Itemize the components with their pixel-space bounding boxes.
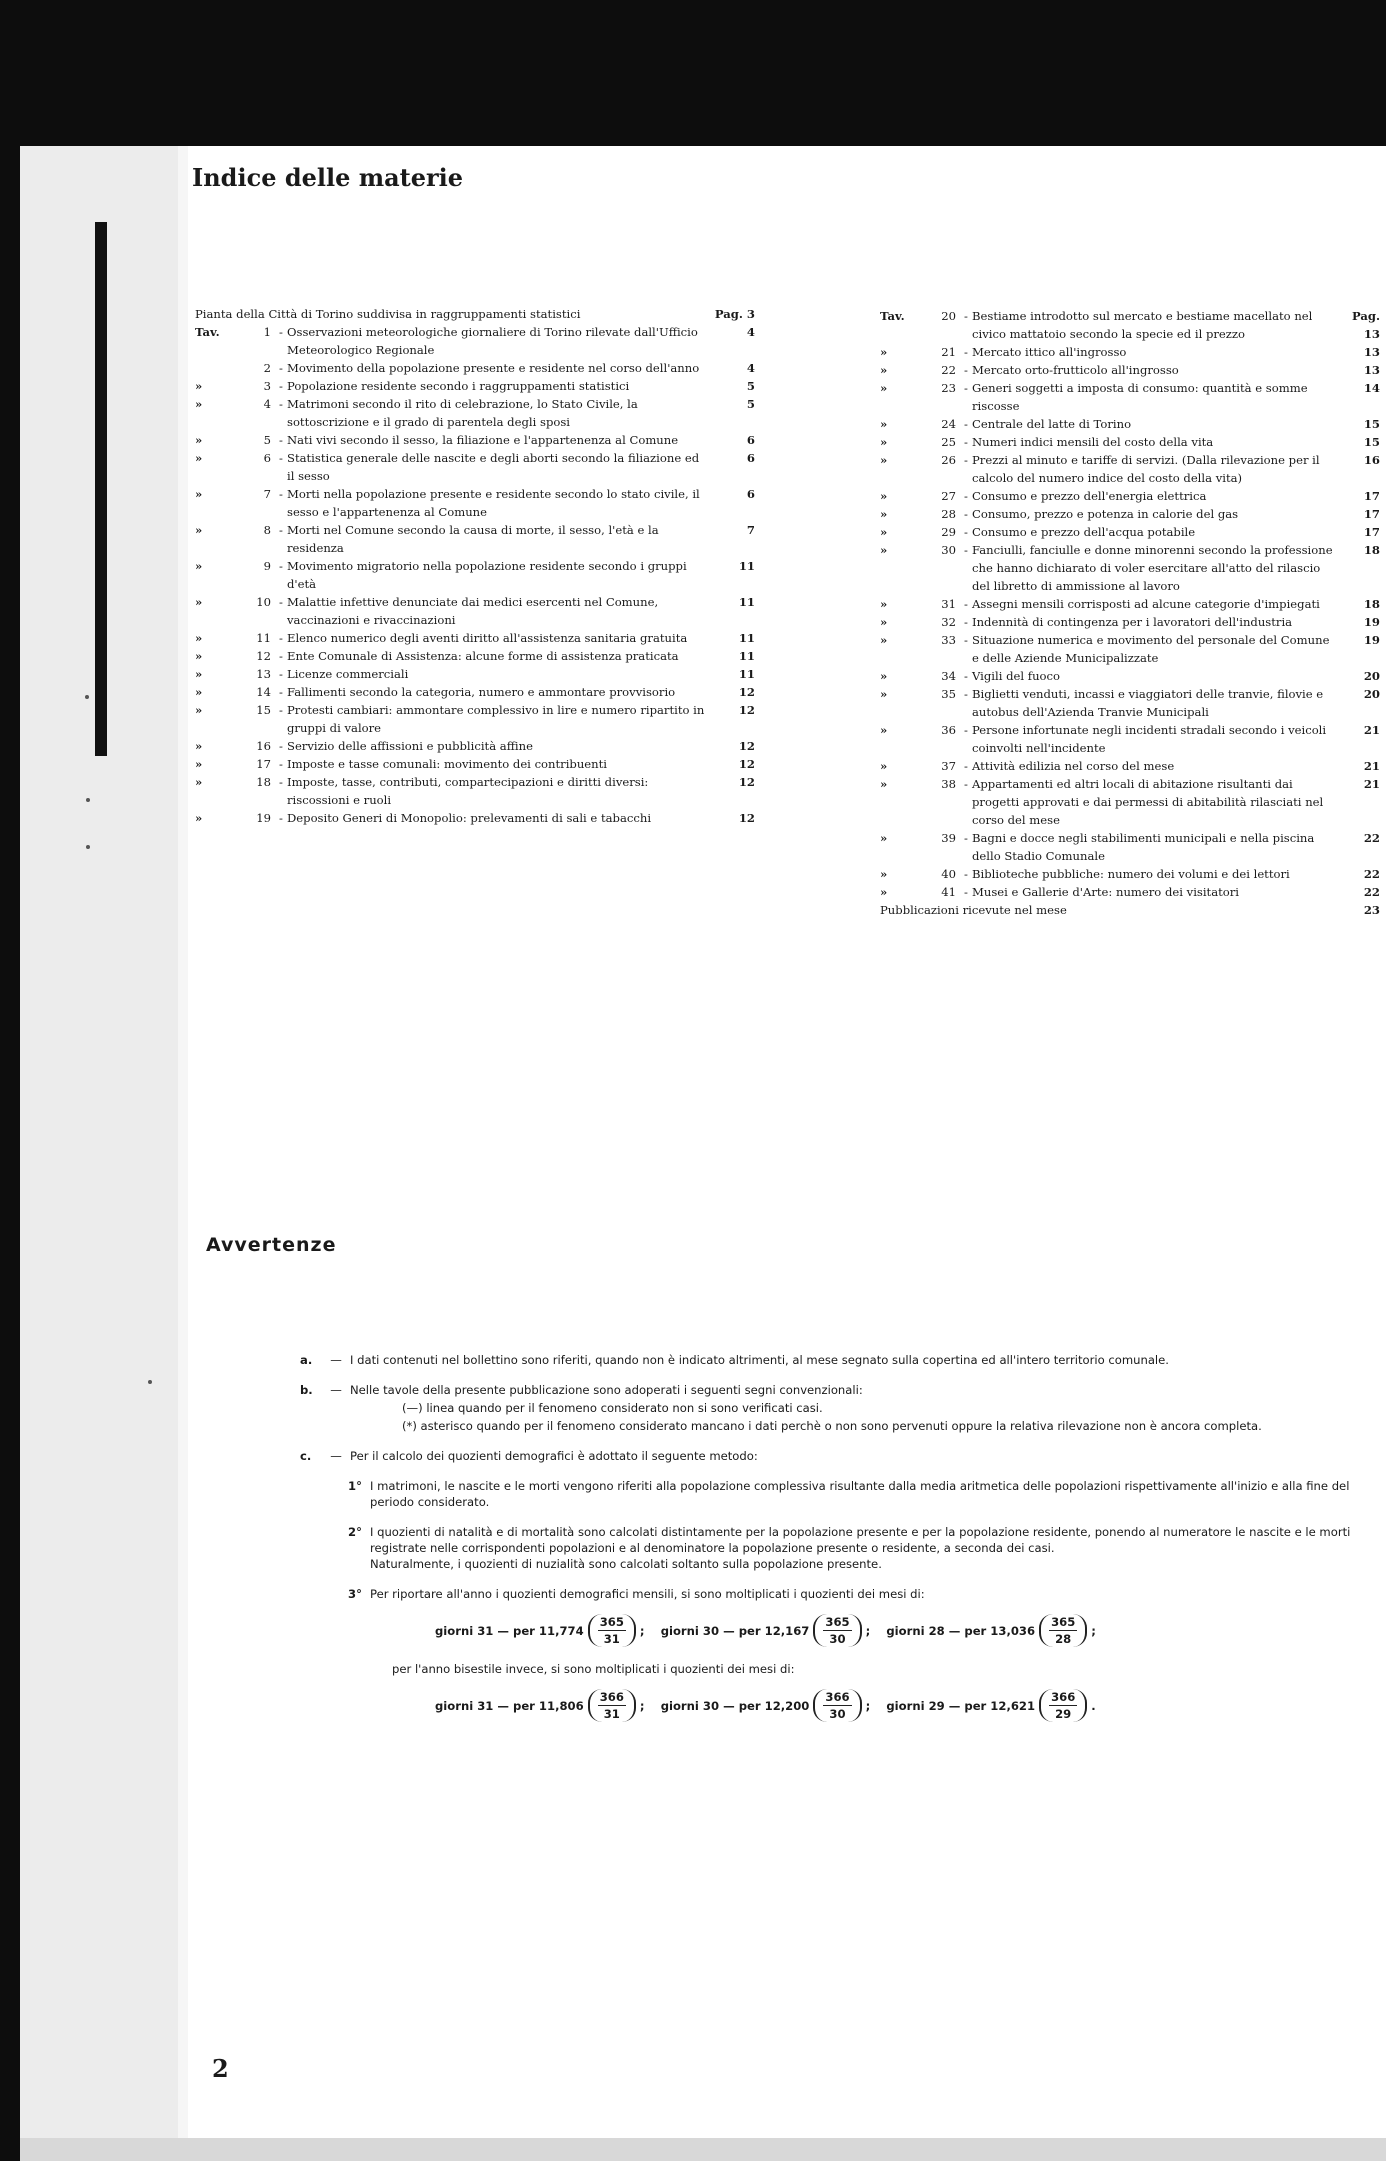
toc-entry: » 38 - Appartamenti ed altri locali di abitazione risultanti dai progetti approvati e dai permessi di abitabilità rilasciati nel corso del mese 21 xyxy=(880,777,1380,827)
toc-entry: » 10 - Malattie infettive denunciate dai medici esercenti nel Comune, vaccinazioni e rivaccinazioni 11 xyxy=(195,595,755,627)
toc-table-number: 14 xyxy=(256,685,271,699)
toc-table-number: 1 xyxy=(263,325,271,339)
toc-table-number: 16 xyxy=(256,739,271,753)
toc-table-number: 39 xyxy=(941,831,956,845)
toc-page: Pag. 13 xyxy=(1351,309,1380,341)
scan-speck xyxy=(86,798,90,802)
toc-page: 21 xyxy=(1363,777,1380,791)
toc-prefix: » xyxy=(880,507,888,521)
toc-page: 12 xyxy=(738,757,755,771)
scan-speck xyxy=(85,695,89,699)
toc-page: 17 xyxy=(1363,525,1380,539)
toc-page: 6 xyxy=(746,433,755,447)
toc-title: Biblioteche pubbliche: numero dei volumi e dei lettori xyxy=(972,867,1290,881)
toc-left-column xyxy=(195,305,755,827)
method-2: 2° I quozienti di natalità e di mortalità sono calcolati distintamente per la popolazione presente e per la popolazione residente, ponendo al numeratore le nascite e le morti registrate nelle corrispondenti popolazioni e al denominatore la popolazione presente o residente, a seconda dei casi. Naturalmente, i quozienti di nuzialità sono calcolati soltanto sulla popolazione presente. xyxy=(348,1525,1351,1571)
toc-table-number: 7 xyxy=(263,487,271,501)
toc-title: Pianta della Città di Torino suddivisa in raggruppamenti statistici xyxy=(195,307,581,321)
toc-table-number: 6 xyxy=(263,451,271,465)
toc-title: Matrimoni secondo il rito di celebrazione, lo Stato Civile, la sottoscrizione e il grado di parentela degli sposi xyxy=(287,397,638,429)
toc-page: 17 xyxy=(1363,507,1380,521)
page-edge-shadow-inner xyxy=(178,146,188,2138)
toc-table-number: 30 xyxy=(941,543,956,557)
toc-prefix: » xyxy=(195,685,203,699)
formula-common-year: giorni 31 — per 11,774 $\frac{365}{31}$ ; giorni 30 — per 12,167 $\frac{365}{30}$ ; giorni 28 — per 13,036 $\frac{365}{28}$ ; xyxy=(435,1615,1096,1646)
toc-page: 19 xyxy=(1363,633,1380,647)
toc-title: Osservazioni meteorologiche giornaliere di Torino rilevate dall'Ufficio Meteorologico Regionale xyxy=(287,325,698,357)
toc-table-number: 37 xyxy=(941,759,956,773)
toc-prefix: » xyxy=(880,381,888,395)
toc-title: Deposito Generi di Monopolio: prelevamenti di sali e tabacchi xyxy=(287,811,652,825)
formula-fraction: $\frac{365}{28}$ xyxy=(1039,1614,1087,1647)
toc-table-number: 5 xyxy=(263,433,271,447)
toc-table-number: 41 xyxy=(941,885,956,899)
toc-title: Mercato orto-frutticolo all'ingrosso xyxy=(972,363,1179,377)
toc-entry: » 16 - Servizio delle affissioni e pubblicità affine 12 xyxy=(195,739,755,753)
formula-term: giorni 29 — per 12,621 xyxy=(886,1698,1036,1713)
toc-title: Servizio delle affissioni e pubblicità affine xyxy=(287,739,533,753)
toc-title: Assegni mensili corrisposti ad alcune categorie d'impiegati xyxy=(972,597,1320,611)
toc-page: 6 xyxy=(746,487,755,501)
toc-entry: » 41 - Musei e Gallerie d'Arte: numero dei visitatori 22 xyxy=(880,885,1380,899)
toc-title: Ente Comunale di Assistenza: alcune forme di assistenza praticata xyxy=(287,649,679,663)
toc-prefix: » xyxy=(195,595,203,609)
toc-page: 20 xyxy=(1363,669,1380,683)
toc-page: 11 xyxy=(738,559,755,573)
toc-prefix: » xyxy=(880,489,888,503)
toc-entry: » 8 - Morti nel Comune secondo la causa di morte, il sesso, l'età e la residenza 7 xyxy=(195,523,755,555)
toc-prefix: » xyxy=(195,397,203,411)
toc-page: 7 xyxy=(746,523,755,537)
note-c-text: Per il calcolo dei quozienti demografici è adottato il seguente metodo: xyxy=(350,1449,758,1463)
toc-prefix: » xyxy=(880,363,888,377)
toc-entry: Tav. 1 - Osservazioni meteorologiche giornaliere di Torino rilevate dall'Ufficio Meteorologico Regionale 4 xyxy=(195,325,755,357)
formula-term: giorni 31 — per 11,774 xyxy=(435,1623,584,1638)
toc-entry: » 25 - Numeri indici mensili del costo della vita 15 xyxy=(880,435,1380,449)
toc-title: Morti nel Comune secondo la causa di morte, il sesso, l'età e la residenza xyxy=(287,523,659,555)
scan-bottom-border xyxy=(20,2138,1386,2161)
toc-page: 4 xyxy=(746,361,755,375)
toc-prefix: » xyxy=(880,543,888,557)
toc-table-number: 13 xyxy=(256,667,271,681)
toc-table-number: 25 xyxy=(941,435,956,449)
toc-entry: » 39 - Bagni e docce negli stabilimenti municipali e nella piscina dello Stadio Comunale 22 xyxy=(880,831,1380,863)
toc-page: 14 xyxy=(1363,381,1380,395)
toc-entry: » 36 - Persone infortunate negli incidenti stradali secondo i veicoli coinvolti nell'incidente 21 xyxy=(880,723,1380,755)
toc-prefix: » xyxy=(195,631,203,645)
toc-prefix: » xyxy=(195,487,203,501)
toc-prefix: » xyxy=(195,433,203,447)
toc-table-number: 29 xyxy=(941,525,956,539)
toc-entry: » 29 - Consumo e prezzo dell'acqua potabile 17 xyxy=(880,525,1380,539)
toc-table-number: 21 xyxy=(941,345,956,359)
toc-page: 5 xyxy=(746,397,755,411)
toc-prefix: » xyxy=(880,417,888,431)
toc-title: Persone infortunate negli incidenti stradali secondo i veicoli coinvolti nell'incidente xyxy=(972,723,1327,755)
toc-prefix: » xyxy=(195,523,203,537)
toc-table-number: 23 xyxy=(941,381,956,395)
toc-title: Numeri indici mensili del costo della vita xyxy=(972,435,1214,449)
toc-title: Consumo e prezzo dell'acqua potabile xyxy=(972,525,1196,539)
binding-strip xyxy=(95,222,107,756)
scan-speck xyxy=(86,845,90,849)
formula-leap-year: giorni 31 — per 11,806 $\frac{366}{31}$ ; giorni 30 — per 12,200 $\frac{366}{30}$ ; giorni 29 — per 12,621 $\frac{366}{29}$ . xyxy=(435,1690,1096,1721)
toc-title: Licenze commerciali xyxy=(287,667,409,681)
toc-entry: » 33 - Situazione numerica e movimento del personale del Comune e delle Aziende Municipalizzate 19 xyxy=(880,633,1380,665)
toc-prefix: » xyxy=(880,435,888,449)
toc-table-number: 27 xyxy=(941,489,956,503)
toc-prefix: » xyxy=(880,615,888,629)
toc-table-number: 28 xyxy=(941,507,956,521)
toc-prefix: » xyxy=(880,867,888,881)
toc-prefix: » xyxy=(195,757,203,771)
toc-table-number: 36 xyxy=(941,723,956,737)
formula-fraction: $\frac{365}{30}$ xyxy=(813,1614,861,1647)
toc-table-number: 32 xyxy=(941,615,956,629)
note-b: b. — Nelle tavole della presente pubblicazione sono adoperati i seguenti segni convenzionali: (—) linea quando per il fenomeno considerato non si sono verificati casi. (*) asterisco quando per il fenomeno considerato mancano i dati perchè o non sono pervenuti oppure la relativa rilevazione non è ancora completa. xyxy=(300,1382,1360,1434)
toc-entry: » 14 - Fallimenti secondo la categoria, numero e ammontare provvisorio 12 xyxy=(195,685,755,699)
toc-title: Movimento della popolazione presente e residente nel corso dell'anno xyxy=(287,361,700,375)
note-b-item: (—) linea quando per il fenomeno considerato non si sono verificati casi. xyxy=(402,1401,823,1415)
note-a-text: I dati contenuti nel bollettino sono riferiti, quando non è indicato altrimenti, al mese segnato sulla copertina ed all'intero territorio comunale. xyxy=(350,1353,1169,1367)
toc-page: 22 xyxy=(1363,831,1380,845)
toc-entry: » 6 - Statistica generale delle nascite e degli aborti secondo la filiazione ed il sesso 6 xyxy=(195,451,755,483)
toc-table-number: 9 xyxy=(263,559,271,573)
toc-prefix: » xyxy=(880,831,888,845)
toc-table-number: 4 xyxy=(263,397,271,411)
scan-speck xyxy=(148,1380,152,1384)
toc-entry: » 27 - Consumo e prezzo dell'energia elettrica 17 xyxy=(880,489,1380,503)
toc-page: 12 xyxy=(738,775,755,789)
toc-table-number: 24 xyxy=(941,417,956,431)
toc-title: Fanciulli, fanciulle e donne minorenni secondo la professione che hanno dichiarato di voler esercitare all'atto del rilascio del libretto di ammissione al lavoro xyxy=(972,543,1333,593)
toc-title: Mercato ittico all'ingrosso xyxy=(972,345,1127,359)
toc-page: 11 xyxy=(738,667,755,681)
toc-prefix: » xyxy=(880,453,888,467)
toc-title: Elenco numerico degli aventi diritto all'assistenza sanitaria gratuita xyxy=(287,631,688,645)
toc-prefix: » xyxy=(880,597,888,611)
leap-year-text: per l'anno bisestile invece, si sono moltiplicati i quozienti dei mesi di: xyxy=(392,1662,795,1676)
toc-table-number: 2 xyxy=(263,361,271,375)
note-b-text: Nelle tavole della presente pubblicazione sono adoperati i seguenti segni convenzionali: xyxy=(350,1383,863,1397)
toc-entry: » 18 - Imposte, tasse, contributi, compartecipazioni e diritti diversi: riscossioni e ruoli 12 xyxy=(195,775,755,807)
toc-page: 12 xyxy=(738,703,755,717)
formula-term: giorni 28 — per 13,036 xyxy=(886,1623,1036,1638)
toc-table-number: 17 xyxy=(256,757,271,771)
toc-entry: » 3 - Popolazione residente secondo i raggruppamenti statistici 5 xyxy=(195,379,755,393)
toc-title: Movimento migratorio nella popolazione residente secondo i gruppi d'età xyxy=(287,559,687,591)
toc-page: 12 xyxy=(738,811,755,825)
toc-entry: » 28 - Consumo, prezzo e potenza in calorie del gas 17 xyxy=(880,507,1380,521)
toc-title: Consumo, prezzo e potenza in calorie del gas xyxy=(972,507,1239,521)
toc-prefix: » xyxy=(195,739,203,753)
toc-prefix: » xyxy=(880,885,888,899)
toc-page: 12 xyxy=(738,739,755,753)
toc-page: 23 xyxy=(1363,903,1380,917)
toc-page: 6 xyxy=(746,451,755,465)
toc-prefix: » xyxy=(880,723,888,737)
toc-title: Situazione numerica e movimento del personale del Comune e delle Aziende Municipalizzate xyxy=(972,633,1330,665)
toc-entry: » 37 - Attività edilizia nel corso del mese 21 xyxy=(880,759,1380,773)
toc-page: 15 xyxy=(1363,435,1380,449)
toc-table-number: 3 xyxy=(263,379,271,393)
toc-table-number: 11 xyxy=(256,631,271,645)
toc-entry: » 4 - Matrimoni secondo il rito di celebrazione, lo Stato Civile, la sottoscrizione e il grado di parentela degli sposi 5 xyxy=(195,397,755,429)
toc-page: 15 xyxy=(1363,417,1380,431)
toc-entry: » 34 - Vigili del fuoco 20 xyxy=(880,669,1380,683)
toc-title: Appartamenti ed altri locali di abitazione risultanti dai progetti approvati e dai permessi di abitabilità rilasciati nel corso del mese xyxy=(972,777,1324,827)
toc-title: Statistica generale delle nascite e degli aborti secondo la filiazione ed il sesso xyxy=(287,451,700,483)
formula-term: giorni 31 — per 11,806 xyxy=(435,1698,584,1713)
toc-table-number: 40 xyxy=(941,867,956,881)
toc-prefix: » xyxy=(880,777,888,791)
avvertenze-title: Avvertenze xyxy=(206,1234,337,1256)
formula-fraction: $\frac{365}{31}$ xyxy=(588,1614,636,1647)
formula-fraction: $\frac{366}{31}$ xyxy=(588,1689,636,1722)
formula-term: giorni 30 — per 12,200 xyxy=(660,1698,810,1713)
toc-table-number: 34 xyxy=(941,669,956,683)
toc-title: Bagni e docce negli stabilimenti municipali e nella piscina dello Stadio Comunale xyxy=(972,831,1315,863)
method-3: 3° Per riportare all'anno i quozienti demografici mensili, si sono moltiplicati i quozienti dei mesi di: xyxy=(348,1587,925,1601)
avvertenze-notes xyxy=(300,1352,1360,1722)
toc-page: 12 xyxy=(738,685,755,699)
toc-page: 13 xyxy=(1363,363,1380,377)
toc-table-number: 12 xyxy=(256,649,271,663)
toc-title: Protesti cambiari: ammontare complessivo in lire e numero ripartito in gruppi di valore xyxy=(287,703,705,735)
toc-table-number: 20 xyxy=(941,309,956,323)
toc-title: Imposte, tasse, contributi, compartecipazioni e diritti diversi: riscossioni e ruoli xyxy=(287,775,649,807)
toc-entry: » 31 - Assegni mensili corrisposti ad alcune categorie d'impiegati 18 xyxy=(880,597,1380,611)
toc-entry: » 35 - Biglietti venduti, incassi e viaggiatori delle tranvie, filovie e autobus dell'Azienda Tranvie Municipali 20 xyxy=(880,687,1380,719)
toc-right-column xyxy=(880,307,1380,919)
formula-fraction: $\frac{366}{30}$ xyxy=(813,1689,861,1722)
toc-entry: » 11 - Elenco numerico degli aventi diritto all'assistenza sanitaria gratuita 11 xyxy=(195,631,755,645)
toc-title: Prezzi al minuto e tariffe di servizi. (Dalla rilevazione per il calcolo del numero indice del costo della vita) xyxy=(972,453,1320,485)
toc-entry xyxy=(195,305,755,323)
toc-prefix: » xyxy=(195,775,203,789)
toc-table-number: 31 xyxy=(941,597,956,611)
toc-entry: » 21 - Mercato ittico all'ingrosso 13 xyxy=(880,345,1380,359)
toc-title: Attività edilizia nel corso del mese xyxy=(972,759,1175,773)
toc-table-number: 19 xyxy=(256,811,271,825)
toc-prefix: Tav. xyxy=(880,309,905,323)
toc-page: 11 xyxy=(738,649,755,663)
note-a: a. — I dati contenuti nel bollettino sono riferiti, quando non è indicato altrimenti, al mese segnato sulla copertina ed all'intero territorio comunale. xyxy=(300,1352,1360,1368)
toc-title: Musei e Gallerie d'Arte: numero dei visitatori xyxy=(972,885,1240,899)
toc-prefix: Tav. xyxy=(195,325,220,339)
toc-entry: » 19 - Deposito Generi di Monopolio: prelevamenti di sali e tabacchi 12 xyxy=(195,811,755,825)
toc-prefix: » xyxy=(880,633,888,647)
toc-entry: » 17 - Imposte e tasse comunali: movimento dei contribuenti 12 xyxy=(195,757,755,771)
toc-entry: » 12 - Ente Comunale di Assistenza: alcune forme di assistenza praticata 11 xyxy=(195,649,755,663)
toc-prefix: » xyxy=(195,451,203,465)
toc-entry: » 13 - Licenze commerciali 11 xyxy=(195,667,755,681)
scan-left-border xyxy=(0,146,20,2161)
scan-top-border xyxy=(0,0,1386,146)
note-c: c. — Per il calcolo dei quozienti demografici è adottato il seguente metodo: xyxy=(300,1448,1360,1464)
toc-page: Pag. 3 xyxy=(714,307,755,321)
toc-title: Vigili del fuoco xyxy=(972,669,1060,683)
toc-title: Biglietti venduti, incassi e viaggiatori delle tranvie, filovie e autobus dell'Azienda Tranvie Municipali xyxy=(972,687,1324,719)
toc-entry: » 23 - Generi soggetti a imposta di consumo: quantità e somme riscosse 14 xyxy=(880,381,1380,413)
toc-page: 5 xyxy=(746,379,755,393)
toc-prefix: » xyxy=(880,687,888,701)
toc-title: Generi soggetti a imposta di consumo: quantità e somme riscosse xyxy=(972,381,1308,413)
toc-prefix: » xyxy=(880,345,888,359)
toc-page: 18 xyxy=(1363,543,1380,557)
toc-title: Malattie infettive denunciate dai medici esercenti nel Comune, vaccinazioni e rivaccinazioni xyxy=(287,595,659,627)
toc-table-number: 10 xyxy=(256,595,271,609)
toc-prefix: » xyxy=(195,559,203,573)
toc-table-number: 38 xyxy=(941,777,956,791)
toc-entry xyxy=(880,901,1380,919)
toc-title: Centrale del latte di Torino xyxy=(972,417,1132,431)
toc-entry: Tav. 20 - Bestiame introdotto sul mercato e bestiame macellato nel civico mattatoio secondo la specie ed il prezzo Pag. 13 xyxy=(880,309,1380,341)
toc-entry: » 22 - Mercato orto-frutticolo all'ingrosso 13 xyxy=(880,363,1380,377)
toc-entry: » 32 - Indennità di contingenza per i lavoratori dell'industria 19 xyxy=(880,615,1380,629)
toc-page: 20 xyxy=(1363,687,1380,701)
toc-prefix: » xyxy=(880,525,888,539)
toc-page: 11 xyxy=(738,631,755,645)
toc-page: 18 xyxy=(1363,597,1380,611)
toc-prefix: » xyxy=(195,649,203,663)
toc-prefix: » xyxy=(880,759,888,773)
toc-page: 19 xyxy=(1363,615,1380,629)
toc-table-number: 18 xyxy=(256,775,271,789)
toc-page: 4 xyxy=(746,325,755,339)
toc-page: 21 xyxy=(1363,759,1380,773)
toc-table-number: 33 xyxy=(941,633,956,647)
toc-title: Pubblicazioni ricevute nel mese xyxy=(880,903,1067,917)
toc-entry: » 7 - Morti nella popolazione presente e residente secondo lo stato civile, il sesso e l'appartenenza al Comune 6 xyxy=(195,487,755,519)
toc-table-number: 15 xyxy=(256,703,271,717)
page-title: Indice delle materie xyxy=(192,163,464,192)
toc-entry: » 30 - Fanciulli, fanciulle e donne minorenni secondo la professione che hanno dichiarato di voler esercitare all'atto del rilascio del libretto di ammissione al lavoro 18 xyxy=(880,543,1380,593)
toc-page: 11 xyxy=(738,595,755,609)
toc-title: Popolazione residente secondo i raggruppamenti statistici xyxy=(287,379,630,393)
toc-page: 13 xyxy=(1363,345,1380,359)
formula-term: giorni 30 — per 12,167 xyxy=(660,1623,810,1638)
toc-title: Bestiame introdotto sul mercato e bestiame macellato nel civico mattatoio secondo la specie ed il prezzo xyxy=(972,309,1313,341)
note-b-item: (*) asterisco quando per il fenomeno considerato mancano i dati perchè o non sono pervenuti oppure la relativa rilevazione non è ancora completa. xyxy=(402,1419,1262,1433)
toc-entry: » 9 - Movimento migratorio nella popolazione residente secondo i gruppi d'età 11 xyxy=(195,559,755,591)
toc-entry: » 15 - Protesti cambiari: ammontare complessivo in lire e numero ripartito in gruppi di valore 12 xyxy=(195,703,755,735)
toc-entry: » 40 - Biblioteche pubbliche: numero dei volumi e dei lettori 22 xyxy=(880,867,1380,881)
toc-entry: » 24 - Centrale del latte di Torino 15 xyxy=(880,417,1380,431)
toc-prefix: » xyxy=(195,379,203,393)
toc-title: Consumo e prezzo dell'energia elettrica xyxy=(972,489,1207,503)
method-1: 1° I matrimoni, le nascite e le morti vengono riferiti alla popolazione complessiva risultante dalla media aritmetica delle popolazioni rispettivamente all'inizio e alla fine del periodo considerato. xyxy=(348,1479,1350,1509)
toc-page: 22 xyxy=(1363,867,1380,881)
toc-table-number: 8 xyxy=(263,523,271,537)
toc-prefix: » xyxy=(880,669,888,683)
toc-table-number: 26 xyxy=(941,453,956,467)
formula-fraction: $\frac{366}{29}$ xyxy=(1039,1689,1087,1722)
toc-title: Morti nella popolazione presente e residente secondo lo stato civile, il sesso e l'appartenenza al Comune xyxy=(287,487,700,519)
toc-prefix: » xyxy=(195,667,203,681)
toc-entry: 2 - Movimento della popolazione presente e residente nel corso dell'anno 4 xyxy=(195,359,755,377)
toc-entry: » 26 - Prezzi al minuto e tariffe di servizi. (Dalla rilevazione per il calcolo del numero indice del costo della vita) 16 xyxy=(880,453,1380,485)
page-number: 2 xyxy=(212,2054,229,2083)
toc-page: 22 xyxy=(1363,885,1380,899)
toc-entry: » 5 - Nati vivi secondo il sesso, la filiazione e l'appartenenza al Comune 6 xyxy=(195,433,755,447)
toc-title: Nati vivi secondo il sesso, la filiazione e l'appartenenza al Comune xyxy=(287,433,679,447)
toc-prefix: » xyxy=(195,811,203,825)
toc-page: 21 xyxy=(1363,723,1380,737)
toc-title: Imposte e tasse comunali: movimento dei contribuenti xyxy=(287,757,607,771)
toc-title: Indennità di contingenza per i lavoratori dell'industria xyxy=(972,615,1293,629)
toc-table-number: 35 xyxy=(941,687,956,701)
toc-table-number: 22 xyxy=(941,363,956,377)
toc-page: 16 xyxy=(1363,453,1380,467)
toc-title: Fallimenti secondo la categoria, numero e ammontare provvisorio xyxy=(287,685,676,699)
toc-page: 17 xyxy=(1363,489,1380,503)
toc-prefix: » xyxy=(195,703,203,717)
